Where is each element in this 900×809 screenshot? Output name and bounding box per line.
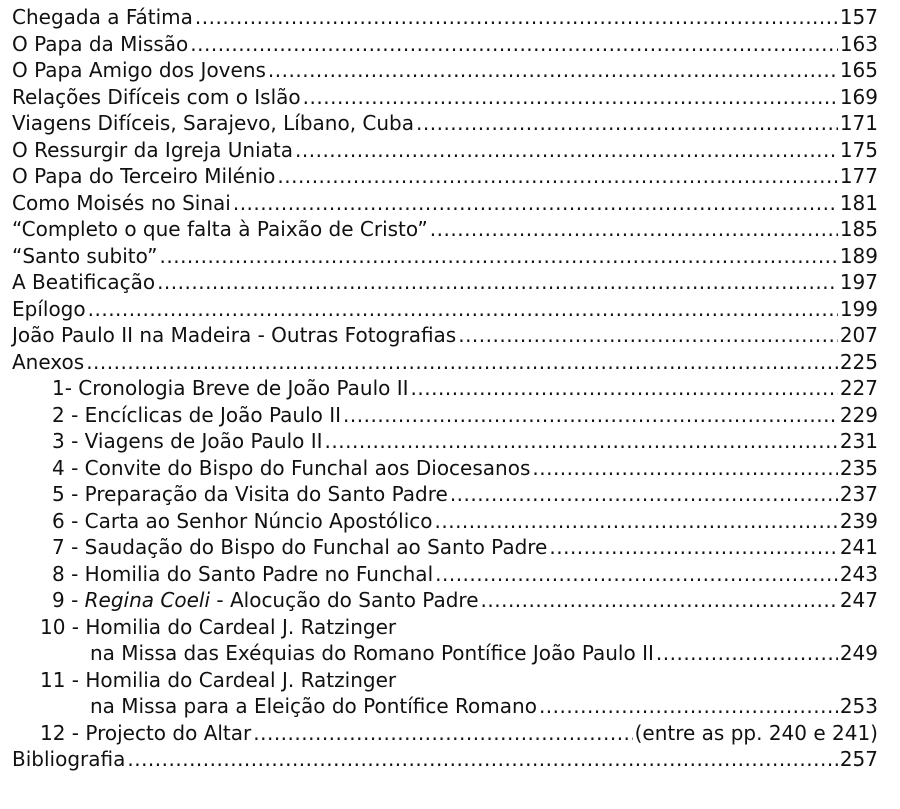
toc-entry (12, 110, 878, 137)
toc-entry-title: João Paulo II na Madeira - Outras Fotografias (12, 323, 457, 347)
annex-entry-page: 253 (839, 694, 878, 718)
toc-entry (12, 137, 878, 164)
annex-entry (12, 481, 878, 508)
annex-entry-title: 8 - Homilia do Santo Padre no Funchal (52, 561, 434, 586)
toc-entry (12, 84, 878, 111)
toc-entry-title: O Papa Amigo dos Jovens (12, 58, 266, 82)
dot-leader (435, 561, 838, 588)
dot-leader (481, 587, 838, 614)
toc-entry (12, 296, 878, 323)
dot-leader (127, 746, 837, 773)
dot-leader (435, 508, 838, 535)
toc-entry-title: Viagens Difíceis, Sarajevo, Líbano, Cuba (12, 111, 415, 135)
dot-leader (157, 269, 838, 296)
annex-entry-title: 1- Cronologia Breve de João Paulo II (52, 376, 409, 400)
annex-entry-title: 11 - Homilia do Cardeal J. Ratzinger (40, 667, 397, 692)
annex-entry-page: 237 (839, 482, 878, 506)
toc-entry-title: Bibliografia (12, 747, 126, 771)
annex-entry-page: 235 (839, 455, 878, 480)
annex-entry-page: 243 (839, 561, 878, 586)
toc-entry (12, 216, 878, 243)
toc-entry-page: 169 (839, 84, 878, 109)
dot-leader (656, 640, 838, 667)
annex-entry-title: 12 - Projecto do Altar (40, 720, 252, 745)
dot-leader (253, 720, 632, 747)
annex-entry (12, 720, 878, 747)
toc-entry-page: 197 (839, 270, 878, 294)
toc-entry (12, 163, 878, 190)
toc-entry (12, 269, 878, 296)
annex-entry-prefix: 9 - (52, 588, 85, 612)
annex-entry-line2 (12, 693, 878, 720)
table-of-contents (12, 4, 878, 773)
dot-leader (295, 137, 838, 164)
annex-entry (12, 534, 878, 561)
annex-entry-page: 239 (839, 508, 878, 533)
toc-entry-page: 257 (839, 747, 878, 771)
toc-entry-page: 189 (839, 243, 878, 268)
annex-entry-line2 (12, 640, 878, 667)
annex-entry-page: 231 (839, 429, 878, 453)
annex-entry-page: 229 (839, 402, 878, 427)
toc-entry-page: 177 (839, 164, 878, 188)
toc-entry-title: Relações Difíceis com o Islão (12, 84, 301, 109)
toc-entry (12, 349, 878, 376)
dot-leader (190, 31, 838, 58)
annex-entry-italic: Regina Coeli (84, 588, 211, 612)
toc-entry-page: 185 (839, 217, 878, 241)
toc-entry-page: 163 (839, 31, 878, 56)
annex-entry-page: (entre as pp. 240 e 241) (634, 720, 878, 745)
dot-leader (86, 349, 838, 376)
dot-leader (88, 296, 838, 323)
toc-entry-title: Epílogo (12, 296, 86, 321)
dot-leader (233, 190, 838, 217)
dot-leader (268, 57, 838, 84)
annex-entry-title-continued: na Missa para a Eleição do Pontífice Romano (90, 694, 537, 718)
annex-entry-rest: - Alocução do Santo Padre (210, 588, 479, 612)
dot-leader (416, 110, 838, 137)
toc-entry-page: 225 (839, 349, 878, 374)
dot-leader (411, 375, 838, 402)
dot-leader (430, 216, 838, 243)
annex-entry (12, 428, 878, 455)
annex-entry-title: 10 - Homilia do Cardeal J. Ratzinger (40, 614, 397, 639)
annex-entry-page: 227 (839, 376, 878, 400)
annex-entry (12, 375, 878, 402)
toc-entry (12, 4, 878, 31)
annex-entry-page: 249 (839, 641, 878, 665)
toc-entry-page: 171 (839, 111, 878, 135)
toc-entry-title: “Santo subito” (12, 243, 158, 268)
toc-entry-title: O Papa do Terceiro Milénio (12, 164, 276, 188)
annex-entry-title: 5 - Preparação da Visita do Santo Padre (52, 482, 448, 506)
toc-entry (12, 243, 878, 270)
dot-leader (532, 455, 837, 482)
annex-entry-page: 241 (839, 535, 878, 559)
dot-leader (303, 84, 838, 111)
toc-entry-title: Anexos (12, 349, 85, 374)
annex-entry-page: 247 (839, 588, 878, 612)
toc-entry (12, 746, 878, 773)
annex-entry (12, 561, 878, 588)
annex-entry-title: 3 - Viagens de João Paulo II (52, 429, 323, 453)
toc-entry-page: 207 (839, 323, 878, 347)
dot-leader (160, 243, 838, 270)
annex-entry-title (52, 587, 479, 614)
toc-entry-title: O Papa da Missão (12, 31, 189, 56)
toc-entry-page: 175 (839, 137, 878, 162)
dot-leader (458, 322, 838, 349)
annex-entry-line1 (12, 667, 878, 694)
dot-leader (549, 534, 837, 561)
toc-entry (12, 322, 878, 349)
toc-entry-page: 157 (839, 5, 878, 29)
annex-entry-title: 4 - Convite do Bispo do Funchal aos Diocesanos (52, 455, 531, 480)
dot-leader (343, 402, 838, 429)
annex-entry-title: 2 - Encíclicas de João Paulo II (52, 402, 342, 427)
toc-entry-title: Como Moisés no Sinai (12, 190, 231, 215)
annex-entry (12, 508, 878, 535)
dot-leader (277, 163, 837, 190)
annex-entry (12, 455, 878, 482)
toc-entry-title: A Beatificação (12, 270, 156, 294)
annex-entry-title: 7 - Saudação do Bispo do Funchal ao Santo Padre (52, 535, 548, 559)
toc-entry (12, 31, 878, 58)
dot-leader (539, 693, 838, 720)
toc-entry-title: O Ressurgir da Igreja Uniata (12, 137, 294, 162)
toc-entry-title: Chegada a Fátima (12, 5, 193, 29)
annex-entry (12, 402, 878, 429)
toc-entry-page: 199 (839, 296, 878, 321)
dot-leader (450, 481, 838, 508)
toc-entry-page: 181 (839, 190, 878, 215)
toc-entry-page: 165 (839, 58, 878, 82)
toc-entry (12, 190, 878, 217)
annex-entry-title-continued: na Missa das Exéquias do Romano Pontífice João Paulo II (90, 641, 654, 665)
dot-leader (195, 4, 838, 31)
annex-entry (12, 587, 878, 614)
dot-leader (325, 428, 838, 455)
annex-entry-title: 6 - Carta ao Senhor Núncio Apostólico (52, 508, 433, 533)
toc-entry (12, 57, 878, 84)
annex-entry-line1 (12, 614, 878, 641)
toc-entry-title: “Completo o que falta à Paixão de Cristo” (12, 217, 428, 241)
